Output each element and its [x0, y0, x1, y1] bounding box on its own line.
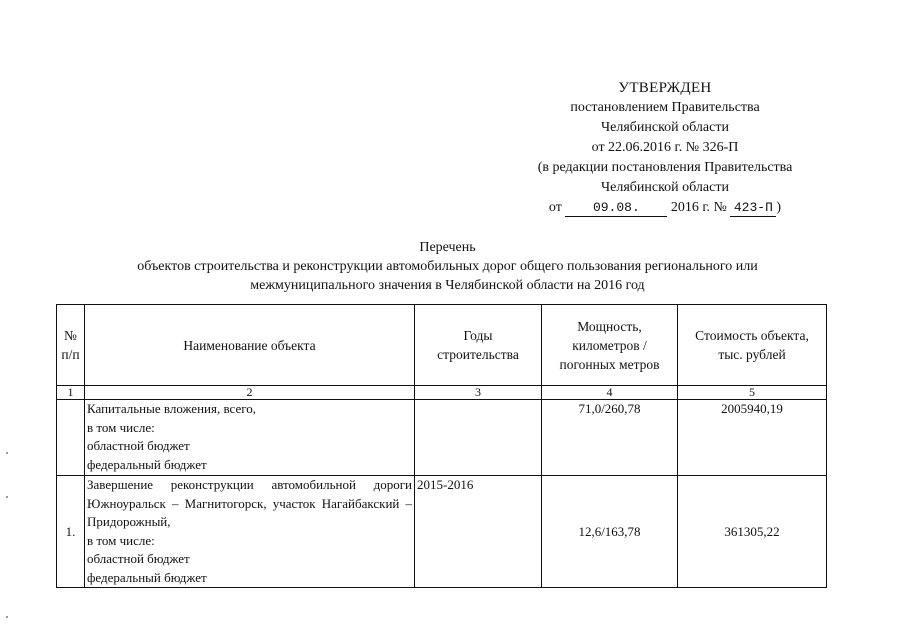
column-number: 5	[678, 386, 827, 400]
date-prefix: от	[548, 200, 562, 215]
objects-table	[56, 304, 827, 588]
row-num	[57, 400, 85, 476]
closing-paren: )	[776, 200, 782, 215]
title-line: объектов строительства и реконструкции автомобильных дорог общего пользования регионального или	[137, 259, 758, 274]
row-name: Завершение реконструкции автомобильной дороги Южноуральск – Магнитогорск, участок Нагайбакский – Придорожный, в том числе: областной бюджет федеральный бюджет	[85, 476, 415, 588]
header-years: Годы строительства	[415, 305, 542, 386]
row-capacity: 71,0/260,78	[542, 400, 678, 476]
table-row	[57, 400, 827, 476]
row-cost: 361305,22	[678, 476, 827, 588]
document-title	[60, 238, 835, 295]
column-number-row	[57, 386, 827, 400]
header-num: № п/п	[57, 305, 85, 386]
scan-mark	[6, 496, 8, 498]
header-cost: Стоимость объекта, тыс. рублей	[678, 305, 827, 386]
row-num: 1.	[57, 476, 85, 588]
title-line: Перечень	[419, 240, 476, 255]
row-cost: 2005940,19	[678, 400, 827, 476]
approval-line: Челябинской области	[601, 120, 729, 135]
table-row	[57, 476, 827, 588]
approval-line: постановлением Правительства	[570, 100, 760, 115]
title-line: межмуниципального значения в Челябинской области на 2016 год	[250, 278, 645, 293]
scan-mark	[6, 616, 8, 618]
approval-heading: УТВЕРЖДЕН	[618, 80, 712, 96]
column-number: 2	[85, 386, 415, 400]
header-capacity: Мощность, километров / погонных метров	[542, 305, 678, 386]
amendment-date-line	[500, 198, 830, 218]
column-number: 1	[57, 386, 85, 400]
row-years	[415, 400, 542, 476]
approval-block	[500, 78, 830, 218]
column-number: 4	[542, 386, 678, 400]
amendment-number: 423-П	[730, 200, 776, 217]
column-number: 3	[415, 386, 542, 400]
approval-line: Челябинской области	[601, 180, 729, 195]
header-row	[57, 305, 827, 386]
amendment-date: 09.08.	[565, 200, 667, 217]
approval-line: от 22.06.2016 г. № 326-П	[591, 140, 739, 155]
row-years: 2015-2016	[415, 476, 542, 588]
approval-line: (в редакции постановления Правительства	[537, 160, 793, 175]
row-capacity: 12,6/163,78	[542, 476, 678, 588]
header-name: Наименование объекта	[85, 305, 415, 386]
row-name: Капитальные вложения, всего, в том числе: областной бюджет федеральный бюджет	[85, 400, 415, 476]
scan-mark	[6, 452, 8, 454]
year-text: 2016 г. №	[670, 200, 727, 215]
